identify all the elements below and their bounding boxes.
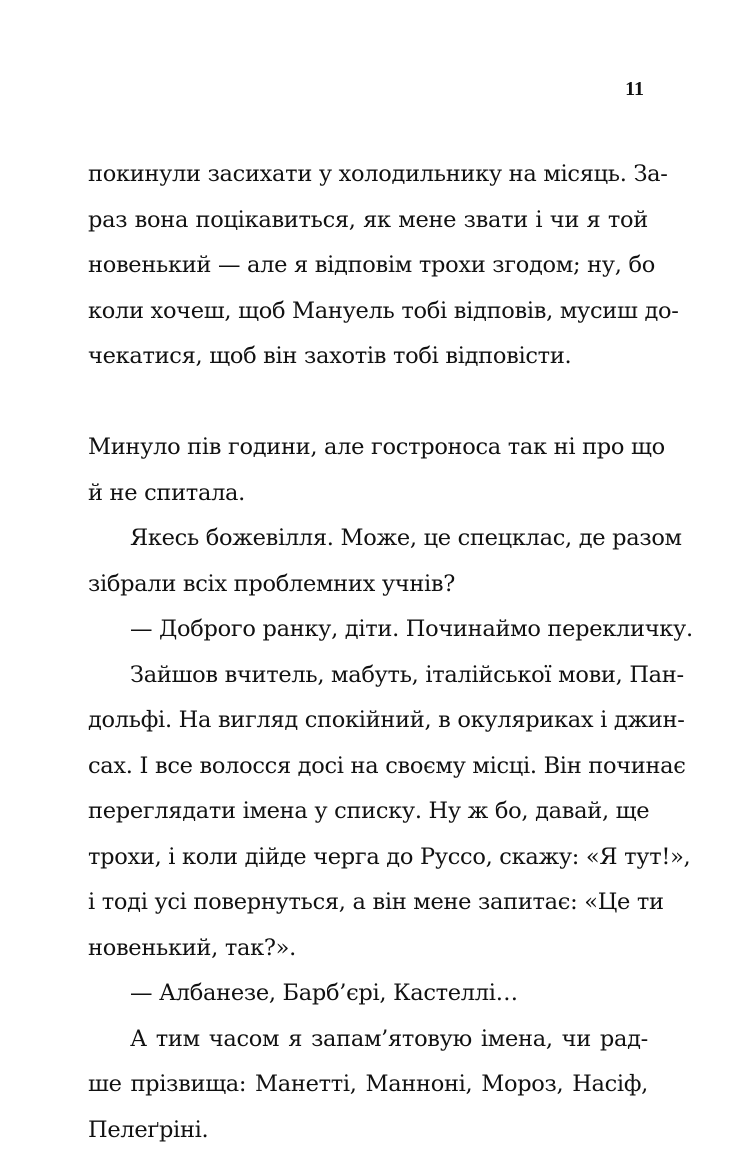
text-line: А тим часом я запам’ятовую імена, чи рад- <box>88 1017 648 1063</box>
text-line: Минуло пів години, але гостроноса так ні про що <box>88 425 648 471</box>
text-line: й не спитала. <box>88 471 648 517</box>
text-line: — Албанезе, Барб’єрі, Кастеллі… <box>88 971 648 1017</box>
text-line: трохи, і коли дійде черга до Руссо, скажу: «Я тут!», <box>88 835 648 881</box>
text-line: новенький — але я відповім трохи згодом; ну, бо <box>88 243 648 289</box>
text-line: чекатися, щоб він захотів тобі відповісти. <box>88 334 648 380</box>
text-line: і тоді усі повернуться, а він мене запитає: «Це ти <box>88 880 648 926</box>
text-line: новенький, так?». <box>88 926 648 972</box>
text-line: зібрали всіх проблемних учнів? <box>88 562 648 608</box>
body-text <box>88 152 648 1153</box>
section-break <box>88 380 648 426</box>
page-number: 11 <box>625 78 644 101</box>
text-line: Зайшов вчитель, мабуть, італійської мови, Пан- <box>88 653 648 699</box>
text-line: переглядати імена у списку. Ну ж бо, давай, ще <box>88 789 648 835</box>
text-line: Пелеґріні. <box>88 1108 648 1153</box>
text-line: ше прізвища: Манетті, Манноні, Мороз, Насіф, <box>88 1062 648 1108</box>
text-line: — Доброго ранку, діти. Починаймо перекличку. <box>88 607 648 653</box>
text-line: коли хочеш, щоб Мануель тобі відповів, мусиш до- <box>88 289 648 335</box>
text-line: раз вона поцікавиться, як мене звати і чи я той <box>88 198 648 244</box>
text-line: сах. І все волосся досі на своєму місці. Він починає <box>88 744 648 790</box>
text-line: покинули засихати у холодильнику на місяць. За- <box>88 152 648 198</box>
text-line: Якесь божевілля. Може, це спецклас, де разом <box>88 516 648 562</box>
text-line: дольфі. На вигляд спокійний, в окуляриках і джин- <box>88 698 648 744</box>
